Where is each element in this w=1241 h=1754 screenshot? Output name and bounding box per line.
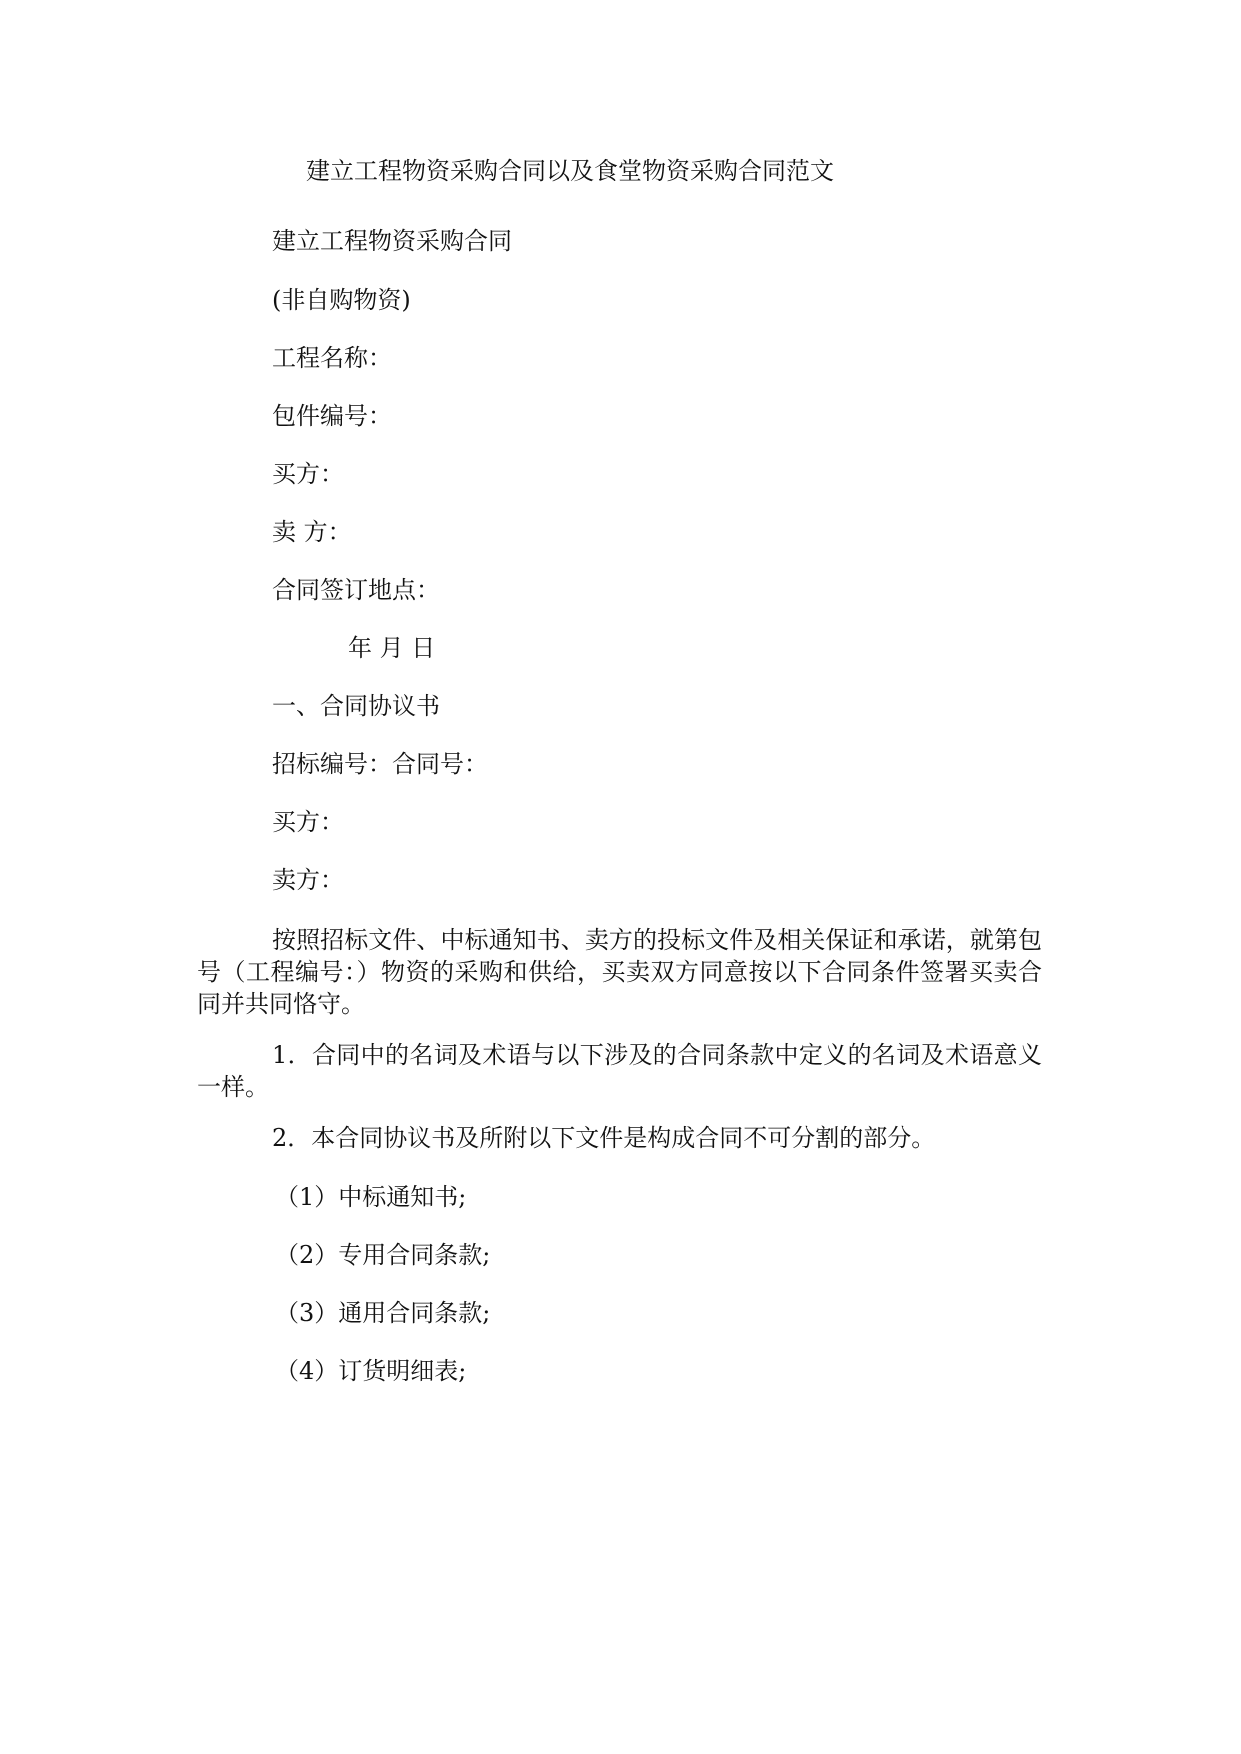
seller-label-2: 卖方：	[272, 866, 344, 894]
definitions-paragraph: 1．合同中的名词及术语与以下涉及的合同条款中定义的名词及术语意义一样。	[197, 1041, 1042, 1101]
section-heading: 一、合同协议书	[272, 692, 440, 720]
buyer-label: 买方：	[272, 460, 344, 488]
project-name-label: 工程名称：	[272, 344, 392, 372]
documents-paragraph: 2．本合同协议书及所附以下文件是构成合同不可分割的部分。	[272, 1124, 936, 1152]
tender-contract-number: 招标编号：合同号：	[272, 750, 488, 778]
agreement-paragraph: 按照招标文件、中标通知书、卖方的投标文件及相关保证和承诺，就第包号（工程编号：）物资的采购和供给，买卖双方同意按以下合同条件签署买卖合同并共同恪守。	[197, 926, 1042, 1018]
contract-subheading: (非自购物资)	[272, 286, 411, 314]
document-list-item: （4）订货明细表;	[275, 1357, 467, 1385]
signing-place-label: 合同签订地点：	[272, 576, 440, 604]
seller-label: 卖 方：	[272, 518, 352, 546]
buyer-label-2: 买方：	[272, 808, 344, 836]
document-list-item: （2）专用合同条款;	[275, 1241, 491, 1269]
date-line: 年 月 日	[348, 634, 436, 662]
package-number-label: 包件编号：	[272, 402, 392, 430]
document-list-item: （1）中标通知书;	[275, 1183, 467, 1211]
document-title: 建立工程物资采购合同以及食堂物资采购合同范文	[306, 157, 834, 185]
document-list-item: （3）通用合同条款;	[275, 1299, 491, 1327]
contract-heading: 建立工程物资采购合同	[272, 227, 512, 255]
